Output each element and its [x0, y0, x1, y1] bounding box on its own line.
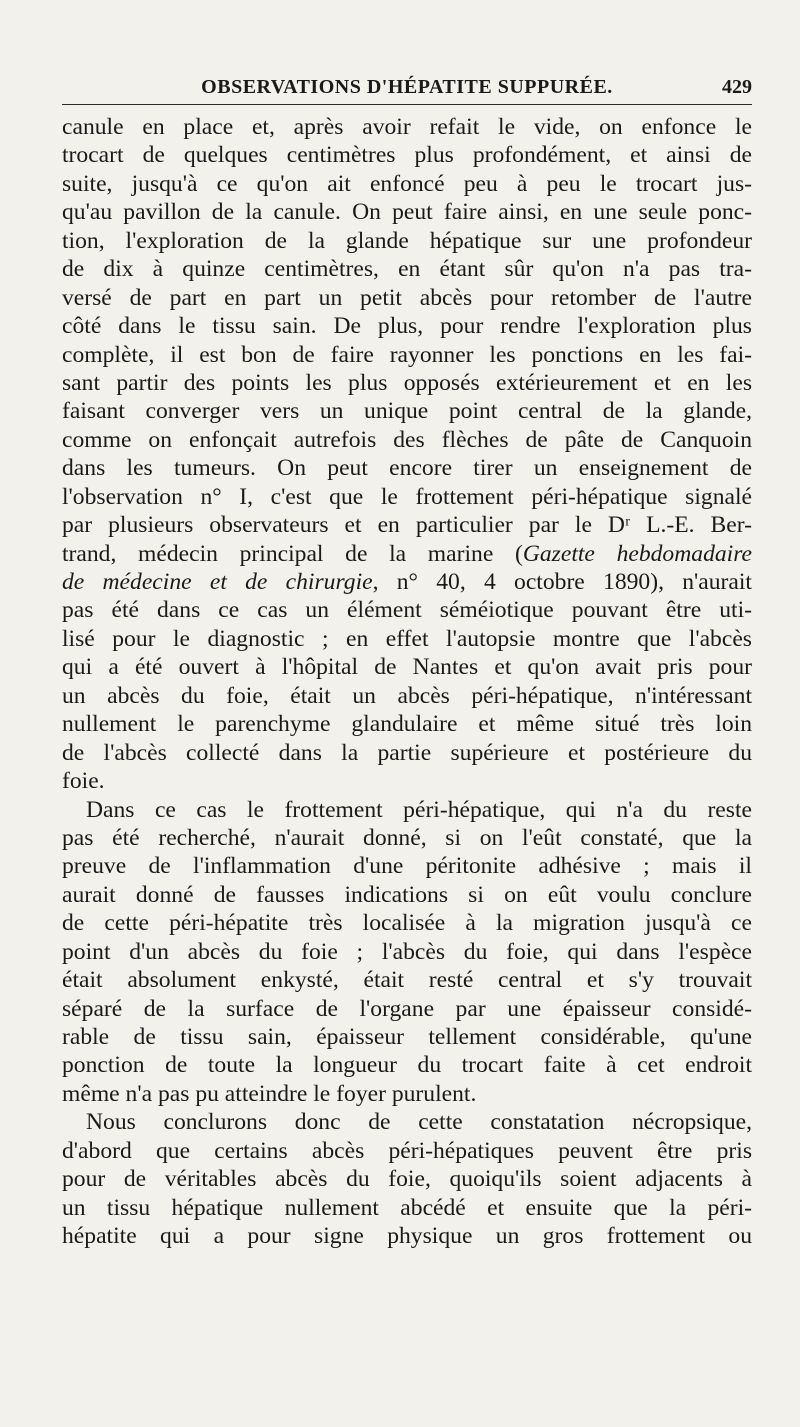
text-line: comme on enfonçait autrefois des flèches de pâte de Canquoin [62, 426, 752, 453]
text-line: ponction de toute la longueur du trocart faite à cet endroit [62, 1052, 752, 1079]
text-segment: , n° 40, 4 octobre 1890), n'aurait [372, 569, 752, 595]
page-number: 429 [722, 76, 752, 98]
journal-title-continued: de médecine et de chirurgie [62, 569, 373, 595]
running-title: OBSERVATIONS D'HÉPATITE SUPPURÉE. [201, 76, 613, 98]
text-line: versé de part en part un petit abcès pour retomber de l'autre [62, 284, 752, 311]
text-line: était absolument enkysté, était resté central et s'y trouvait [62, 967, 752, 994]
text-line: même n'a pas pu atteindre le foyer purulent. [62, 1080, 477, 1107]
body-text [62, 113, 752, 1251]
journal-title: Gazette hebdomadaire [522, 540, 752, 567]
text-line: séparé de la surface de l'organe par une épaisseur considé- [62, 995, 752, 1022]
text-line: preuve de l'inflammation d'une péritonite adhésive ; mais il [62, 853, 752, 880]
text-line: foie. [62, 768, 105, 795]
text-line: de cette péri-hépatite très localisée à la migration jusqu'à ce [62, 910, 752, 937]
text-line [62, 568, 752, 596]
text-line: pas été dans ce cas un élément séméiotique pouvant être uti- [62, 597, 752, 624]
text-line: hépatite qui a pour signe physique un gros frottement ou [62, 1223, 752, 1250]
text-line: pas été recherché, n'aurait donné, si on l'eût constaté, que la [62, 824, 752, 851]
text-line: suite, jusqu'à ce qu'on ait enfoncé peu à peu le trocart jus- [62, 170, 752, 197]
text-line: aurait donné de fausses indications si on eût voulu conclure [62, 881, 752, 908]
text-line: canule en place et, après avoir refait le vide, on enfonce le [62, 114, 752, 140]
text-line: un tissu hépatique nullement abcédé et ensuite que la péri- [62, 1194, 752, 1221]
text-line: l'observation n° I, c'est que le frottement péri-hépatique signalé [62, 483, 752, 510]
text-line: par plusieurs observateurs et en particulier par le Dʳ L.-E. Ber- [62, 512, 752, 539]
text-line: faisant converger vers un unique point central de la glande, [62, 398, 752, 425]
text-line: complète, il est bon de faire rayonner les ponctions en les fai- [62, 341, 752, 368]
text-line: lisé pour le diagnostic ; en effet l'autopsie montre que l'abcès [62, 625, 752, 652]
text-line: point d'un abcès du foie ; l'abcès du foie, qui dans l'espèce [62, 938, 752, 965]
text-segment: trand, médecin principal de la marine ( [62, 540, 523, 567]
text-line: nullement le parenchyme glandulaire et même situé très loin [62, 711, 752, 738]
text-line: qui a été ouvert à l'hôpital de Nantes et qu'on avait pris pour [62, 654, 752, 681]
running-head [62, 70, 752, 105]
text-line: qu'au pavillon de la canule. On peut faire ainsi, en une seule ponc- [62, 199, 752, 226]
text-line: tion, l'exploration de la glande hépatique sur une profondeur [62, 227, 752, 254]
text-line: trocart de quelques centimètres plus profondément, et ainsi de [62, 142, 752, 169]
text-line: de l'abcès collecté dans la partie supérieure et postérieure du [62, 739, 752, 766]
text-line: Dans ce cas le frottement péri-hépatique, qui n'a du reste [86, 796, 752, 823]
text-line: dans les tumeurs. On peut encore tirer un enseignement de [62, 455, 752, 482]
text-line: un abcès du foie, était un abcès péri-hépatique, n'intéressant [62, 682, 752, 709]
document-page [62, 70, 752, 1370]
text-line [62, 540, 752, 568]
text-line: rable de tissu sain, épaisseur tellement considérable, qu'une [62, 1024, 752, 1050]
text-line: d'abord que certains abcès péri-hépatiques peuvent être pris [62, 1137, 752, 1164]
text-line: côté dans le tissu sain. De plus, pour rendre l'exploration plus [62, 313, 752, 340]
text-line: de dix à quinze centimètres, en étant sûr qu'on n'a pas tra- [62, 256, 752, 283]
text-line: Nous conclurons donc de cette constatation nécropsique, [86, 1109, 752, 1136]
text-line: sant partir des points les plus opposés extérieurement et en les [62, 369, 752, 396]
text-line: pour de véritables abcès du foie, quoiqu'ils soient adjacents à [62, 1166, 752, 1193]
